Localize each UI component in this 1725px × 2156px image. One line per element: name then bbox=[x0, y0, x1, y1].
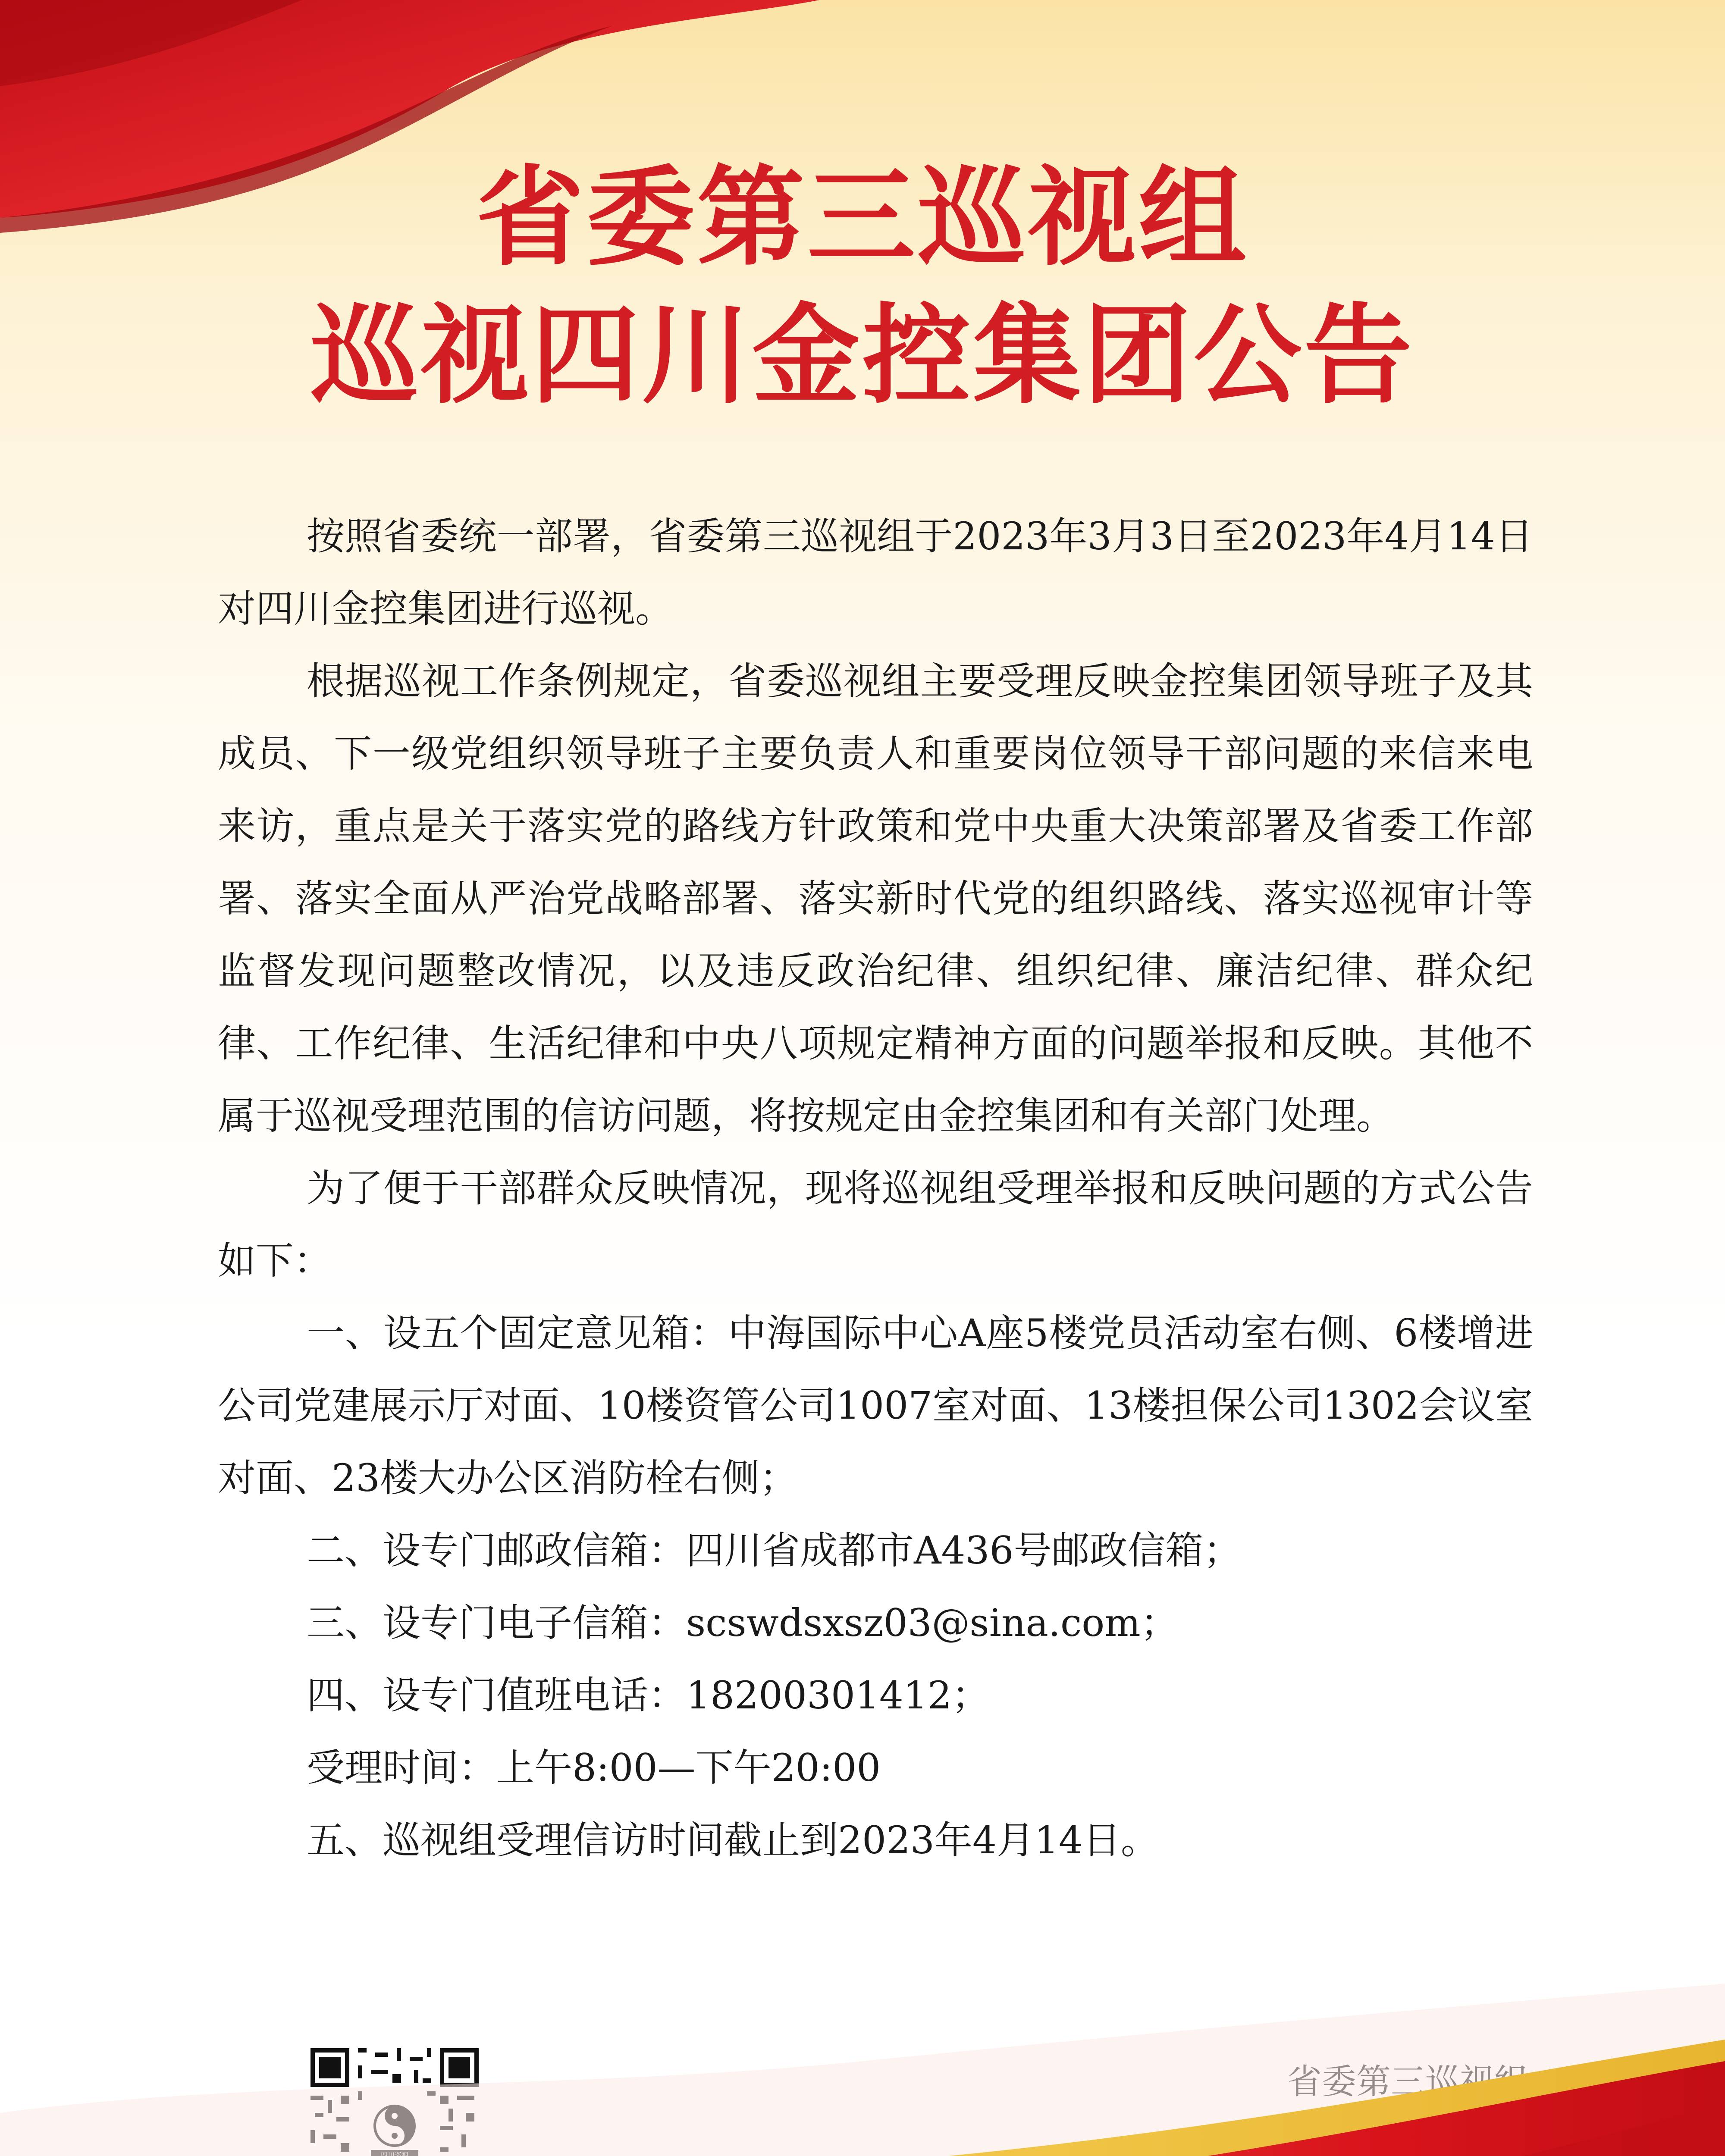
notice-title-line2: 巡视四川金控集团公告 bbox=[310, 293, 1414, 418]
item-postal-mailbox: 二、设专门邮政信箱：四川省成都市A436号邮政信箱； bbox=[307, 1528, 1242, 1573]
item-phone: 四、设专门值班电话：18200301412； bbox=[307, 1673, 990, 1717]
item-suggestion-boxes: 一、设五个固定意见箱：中海国际中心A座5楼党员活动室右侧、6楼增进公司党建展示厅对面、10楼资管公司1007室对面、13楼担保公司1302会议室对面、23楼大办公区消防栓右侧； bbox=[218, 1311, 1533, 1500]
item-deadline: 五、巡视组受理信访时间截止到2023年4月14日。 bbox=[307, 1818, 1159, 1862]
paragraph-methods-intro: 为了便于干部群众反映情况，现将巡视组受理举报和反映问题的方式公告如下： bbox=[218, 1166, 1533, 1283]
item-email: 三、设专门电子信箱：scswdsxsz03@sina.com； bbox=[307, 1601, 1179, 1645]
red-ribbon-bottom-decoration bbox=[0, 1984, 1725, 2156]
item-hours: 受理时间：上午8:00—下午20:00 bbox=[307, 1745, 881, 1790]
notice-title-line1: 省委第三巡视组 bbox=[476, 155, 1249, 280]
paragraph-scope: 根据巡视工作条例规定，省委巡视组主要受理反映金控集团领导班子及其成员、下一级党组织领导班子主要负责人和重要岗位领导干部问题的来信来电来访，重点是关于落实党的路线方针政策和党中央重大决策部署及省委工作部署、落实全面从严治党战略部署、落实新时代党的组织路线、落实巡视审计等监督发现问题整改情况，以及违反政治纪律、组织纪律、廉洁纪律、群众纪律、工作纪律、生活纪律和中央八项规定精神方面的问题举报和反映。其他不属于巡视受理范围的信访问题，将按规定由金控集团和有关部门处理。 bbox=[218, 659, 1533, 1138]
paragraph-inspection-period: 按照省委统一部署，省委第三巡视组于2023年3月3日至2023年4月14日对四川金控集团进行巡视。 bbox=[218, 514, 1533, 631]
notice-body bbox=[218, 500, 1533, 1877]
